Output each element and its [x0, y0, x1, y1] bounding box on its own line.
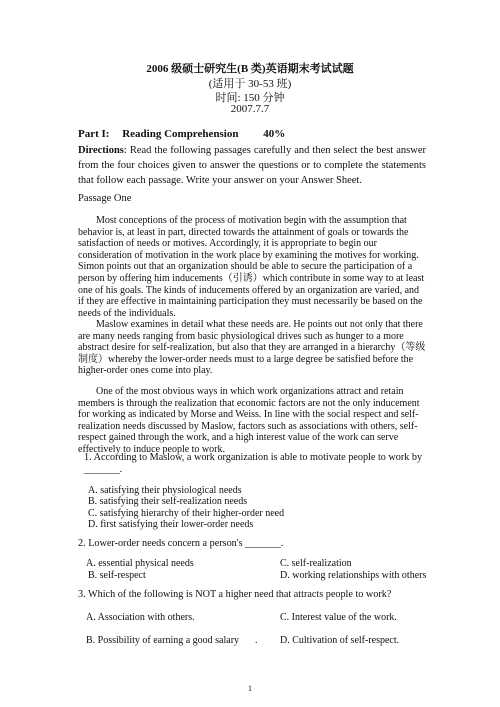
directions [78, 143, 426, 188]
option: A. Association with others. [86, 612, 195, 623]
exam-title: 2006 级硕士研究生(B 类)英语期末考试试题 [146, 63, 354, 75]
passage-title: Passage One [78, 193, 132, 204]
directions-text: : Read the following passages carefully and then select the best answer from the four choices given to answer the questions or to complete the statements that follow each passage. Write your answer on your Answer Sheet. [78, 145, 426, 186]
part-weight: 40% [263, 128, 286, 140]
option: C. Interest value of the work. [280, 612, 397, 623]
option: C. self-realization [280, 558, 352, 569]
part-heading [78, 128, 285, 140]
option: D. working relationships with others [280, 570, 427, 581]
option: D. first satisfying their lower-order needs [88, 519, 254, 531]
question-2-stem: 2. Lower-order needs concern a person's _______. [78, 538, 284, 549]
exam-date: 2007.7.7 [230, 103, 270, 115]
paragraph-text: One of the most obvious ways in which work organizations attract and retain members is through the realization that economic factors are not the only inducement for working as indicated by Morse and Weiss. In line with the social respect and self-realization needs discussed by Maslow, factors such as associations with others, self-respect gained through the work, and a high interest value of the work can serve effectively to induce people to work. [78, 386, 420, 455]
exam-duration: 时间: 150 分钟 [215, 92, 285, 104]
option: A. essential physical needs [86, 558, 194, 569]
option: B. satisfying their self-realization needs [88, 496, 248, 508]
option: B. self-respect [88, 570, 146, 581]
applicable-classes: (适用于 30-53 班) [208, 78, 292, 90]
part-name: Reading Comprehension [122, 128, 239, 140]
paragraph-text: Maslow examines in detail what these needs are. He points out not only that there are many needs ranging from basic physiological drives such as hunger to a more abstract desire for self-realization, but also that they are arranged in a hierarchy（等级制度）whereby the lower-order needs must to a large degree be satisfied before the higher-order ones come into play. [78, 319, 426, 377]
option: A. satisfying their physiological needs [88, 485, 242, 496]
passage-paragraph [78, 386, 426, 456]
passage-paragraph [78, 215, 426, 319]
stray-mark: . [255, 635, 258, 646]
question-3-stem: 3. Which of the following is NOT a higher need that attracts people to work? [78, 589, 392, 600]
part-label: Part I: [78, 128, 110, 140]
question-1-options [88, 485, 284, 531]
option: C. satisfying hierarchy of their higher-order need [88, 507, 285, 519]
option: B. Possibility of earning a good salary [86, 635, 240, 646]
passage-paragraph [78, 319, 426, 377]
paragraph-text: Most conceptions of the process of motivation begin with the assumption that behavior is, at least in part, directed towards the attainment of goals or towards the satisfaction of needs or motives. Accordingly, it is appropriate to begin our consideration of motivation in the work place by examining the motives for working. Simon points out that an organization should be able to secure the participation of a person by offering him inducements（引诱）which contribute in some way to at least one of his goals. The kinds of inducements offered by an organization are varied, and if they are effective in maintaining participation they must necessarily be based on the needs of the individuals. [78, 215, 425, 319]
page-number: 1 [248, 684, 252, 693]
directions-label: Directions [78, 145, 124, 156]
option: D. Cultivation of self-respect. [280, 635, 400, 646]
question-1-stem: 1. According to Maslow, a work organization is able to motivate people to work by _______. [84, 452, 423, 475]
